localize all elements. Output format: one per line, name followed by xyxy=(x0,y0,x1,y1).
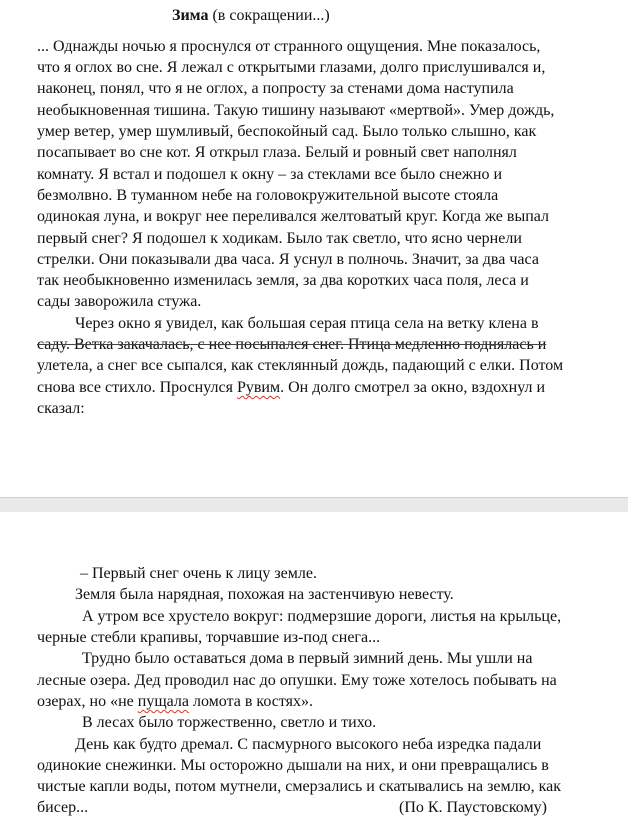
paragraph-first-line: Земля была нарядная, похожая на застенчивую невесту. xyxy=(75,586,454,603)
text-segment: снова все стихло. Проснулся xyxy=(37,379,237,396)
text-line: посапывает во сне кот. Я открыл глаза. Белый и ровный свет наполнял xyxy=(37,144,517,161)
text-line: стрелки. Они показывали два часа. Я уснул в полночь. Значит, за два часа xyxy=(37,251,539,268)
text-line: ... Однажды ночью я проснулся от странного ощущения. Мне показалось, xyxy=(37,38,541,55)
document-title xyxy=(172,5,330,26)
text-line: умер ветер, умер шумливый, беспокойный сад. Было только слышно, как xyxy=(37,123,537,140)
title-bold: Зима xyxy=(172,7,209,24)
text-line xyxy=(37,691,313,712)
spellcheck-word[interactable]: пущала xyxy=(137,693,189,710)
text-segment: . Он долго смотрел за окно, вздохнул и xyxy=(280,379,546,396)
text-segment: озерах, но «не xyxy=(37,693,138,710)
text-line: безмолвно. В туманном небе на головокружительной высоте стояла xyxy=(37,187,499,204)
attribution: (По К. Паустовскому) xyxy=(399,799,547,816)
text-line: наконец, понял, что я не оглох, а попросту за стенами дома наступила xyxy=(37,80,514,97)
text-line xyxy=(37,377,545,398)
title-subtitle: (в сокращении...) xyxy=(208,7,330,24)
text-line: чистые капли воды, потом мутнели, смерзались и скатывались на землю, как xyxy=(37,778,561,795)
text-line: улетела, а снег все сыпался, как стеклянный дождь, падающий с елки. Потом xyxy=(37,357,564,374)
paragraph-first-line: День как будто дремал. С пасмурного высокого неба изредка падали xyxy=(75,736,542,753)
paragraph-first-line: Трудно было оставаться дома в первый зимний день. Мы ушли на xyxy=(82,650,533,667)
text-line: первый снег? Я подошел к ходикам. Было так светло, что ясно чернели xyxy=(37,230,522,247)
text-line: сказал: xyxy=(37,400,85,417)
text-line: что я оглох во сне. Я лежал с открытыми глазами, долго прислушивался и, xyxy=(37,59,546,76)
text-line-strikethrough xyxy=(37,334,546,355)
struck-text: саду. Ветка закачалась, с нее посыпался снег. Птица медленно поднялась и xyxy=(37,336,547,353)
paragraph-first-line: В лесах было торжественно, светло и тихо. xyxy=(82,714,377,731)
text-line: комнату. Я встал и подошел к окну – за стеклами все было снежно и xyxy=(37,166,503,183)
spellcheck-word[interactable]: Рувим xyxy=(236,379,281,396)
text-line: сады заворожила стужа. xyxy=(37,293,202,310)
text-segment: ломота в костях». xyxy=(188,693,314,710)
text-line: одинокие снежинки. Мы осторожно дышали на них, и они превращались в xyxy=(37,757,549,774)
dialogue-line: – Первый снег очень к лицу земле. xyxy=(80,565,317,582)
text-line: одинокая луна, и вокруг нее переливался желтоватый круг. Когда же выпал xyxy=(37,208,549,225)
text-line: черные стебли крапивы, торчавшие из-под снега... xyxy=(37,629,381,646)
paragraph-first-line: Через окно я увидел, как большая серая птица села на ветку клена в xyxy=(75,315,539,332)
text-line: лесные озера. Дед проводил нас до опушки. Ему тоже хотелось побывать на xyxy=(37,672,557,689)
text-line: необыкновенная тишина. Такую тишину называют «мертвой». Умер дождь, xyxy=(37,102,555,119)
text-line: так необыкновенно изменилась земля, за два коротких часа поля, леса и xyxy=(37,272,529,289)
page-break xyxy=(0,497,628,513)
paragraph-first-line: А утром все хрустело вокруг: подмерзшие дороги, листья на крыльце, xyxy=(82,608,562,625)
document-page-2 xyxy=(0,512,628,826)
text-line: бисер... xyxy=(37,799,89,816)
